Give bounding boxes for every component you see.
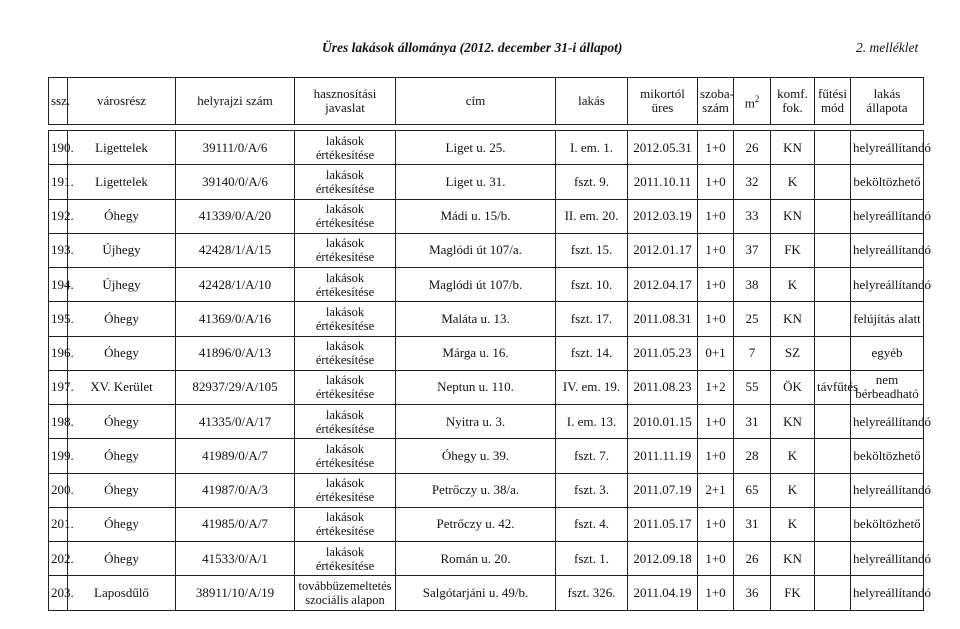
cell-since: 2012.03.19 [628,199,698,233]
cell-heating: távfűtés [815,370,851,404]
cell-apartment: fszt. 326. [556,576,628,610]
cell-apartment: I. em. 13. [556,405,628,439]
cell-district: Óhegy [68,405,176,439]
cell-area: 7 [734,336,771,370]
cell-ssz: 197. [49,370,68,404]
table-row [49,302,924,336]
cell-ssz: 195. [49,302,68,336]
cell-area: 55 [734,370,771,404]
cell-address: Salgótarjáni u. 49/b. [396,576,556,610]
table-row [49,439,924,473]
cell-comfort: FK [771,576,815,610]
cell-rooms: 1+0 [698,405,734,439]
cell-lot: 41369/0/A/16 [176,302,295,336]
cell-apartment: fszt. 17. [556,302,628,336]
cell-district: Újhegy [68,233,176,267]
col-address: cím [396,78,556,125]
cell-condition: felújítás alatt [851,302,924,336]
col-apartment: lakás [556,78,628,125]
col-ssz: ssz. [49,78,68,125]
col-since: mikortól üres [628,78,698,125]
cell-comfort: K [771,268,815,302]
cell-condition: beköltözhető [851,507,924,541]
table-row [49,507,924,541]
cell-comfort: SZ [771,336,815,370]
cell-proposal: lakások értékesítése [295,268,396,302]
cell-rooms: 1+0 [698,233,734,267]
cell-district: Óhegy [68,542,176,576]
cell-condition: helyreállítandó [851,542,924,576]
cell-since: 2011.05.17 [628,507,698,541]
cell-lot: 41985/0/A/7 [176,507,295,541]
cell-proposal: lakások értékesítése [295,233,396,267]
col-heating: fűtési mód [815,78,851,125]
cell-condition: helyreállítandó [851,268,924,302]
cell-lot: 42428/1/A/15 [176,233,295,267]
cell-since: 2011.10.11 [628,165,698,199]
cell-heating [815,268,851,302]
cell-since: 2010.01.15 [628,405,698,439]
cell-since: 2011.08.23 [628,370,698,404]
cell-lot: 41335/0/A/17 [176,405,295,439]
cell-heating [815,199,851,233]
cell-district: Óhegy [68,302,176,336]
table-row [49,473,924,507]
cell-rooms: 1+0 [698,302,734,336]
cell-heating [815,507,851,541]
cell-address: Nyitra u. 3. [396,405,556,439]
cell-apartment: fszt. 3. [556,473,628,507]
cell-since: 2012.09.18 [628,542,698,576]
cell-apartment: fszt. 4. [556,507,628,541]
cell-area: 65 [734,473,771,507]
cell-proposal: lakások értékesítése [295,165,396,199]
cell-ssz: 203. [49,576,68,610]
cell-proposal: lakások értékesítése [295,473,396,507]
cell-district: Ligettelek [68,131,176,165]
cell-address: Maglódi út 107/a. [396,233,556,267]
cell-condition: nem bérbeadható [851,370,924,404]
cell-rooms: 1+0 [698,165,734,199]
cell-ssz: 191. [49,165,68,199]
table-row [49,542,924,576]
cell-comfort: K [771,165,815,199]
cell-heating [815,576,851,610]
cell-area: 26 [734,542,771,576]
cell-proposal: továbbüzemeltetés szociális alapon [295,576,396,610]
cell-area: 36 [734,576,771,610]
cell-condition: egyéb [851,336,924,370]
cell-condition: helyreállítandó [851,473,924,507]
cell-since: 2011.11.19 [628,439,698,473]
cell-apartment: fszt. 15. [556,233,628,267]
col-comfort: komf. fok. [771,78,815,125]
cell-district: Óhegy [68,473,176,507]
table-body [49,131,931,611]
cell-address: Neptun u. 110. [396,370,556,404]
cell-apartment: IV. em. 19. [556,370,628,404]
cell-heating [815,439,851,473]
cell-ssz: 193. [49,233,68,267]
cell-lot: 38911/10/A/19 [176,576,295,610]
cell-proposal: lakások értékesítése [295,507,396,541]
cell-heating [815,131,851,165]
cell-area: 37 [734,233,771,267]
cell-area: 31 [734,507,771,541]
cell-condition: helyreállítandó [851,576,924,610]
cell-heating [815,302,851,336]
cell-comfort: ÖK [771,370,815,404]
cell-heating [815,165,851,199]
document-title: Üres lakások állománya (2012. december 31-i állapot) [322,40,623,55]
annex-label: 2. melléklet [856,40,919,55]
col-rooms: szoba-szám [698,78,734,125]
table-row [49,268,924,302]
cell-ssz: 196. [49,336,68,370]
cell-district: Laposdűlő [68,576,176,610]
cell-address: Mádi u. 15/b. [396,199,556,233]
cell-proposal: lakások értékesítése [295,542,396,576]
cell-apartment: fszt. 7. [556,439,628,473]
cell-since: 2011.05.23 [628,336,698,370]
cell-rooms: 0+1 [698,336,734,370]
cell-condition: beköltözhető [851,165,924,199]
cell-ssz: 201. [49,507,68,541]
cell-condition: beköltözhető [851,439,924,473]
cell-heating [815,233,851,267]
cell-rooms: 1+0 [698,268,734,302]
cell-district: Ligettelek [68,165,176,199]
cell-comfort: KN [771,302,815,336]
cell-district: Óhegy [68,199,176,233]
cell-area: 32 [734,165,771,199]
cell-comfort: KN [771,131,815,165]
vacant-apartments-table [48,77,931,611]
cell-rooms: 1+0 [698,131,734,165]
cell-heating [815,473,851,507]
cell-district: Óhegy [68,439,176,473]
cell-area: 31 [734,405,771,439]
col-area [734,78,771,125]
cell-address: Óhegy u. 39. [396,439,556,473]
cell-proposal: lakások értékesítése [295,370,396,404]
cell-ssz: 198. [49,405,68,439]
cell-ssz: 190. [49,131,68,165]
cell-comfort: KN [771,405,815,439]
cell-address: Liget u. 31. [396,165,556,199]
cell-since: 2012.05.31 [628,131,698,165]
cell-proposal: lakások értékesítése [295,131,396,165]
table-row [49,199,924,233]
cell-since: 2012.04.17 [628,268,698,302]
table-row [49,165,924,199]
cell-district: Újhegy [68,268,176,302]
cell-lot: 41896/0/A/13 [176,336,295,370]
cell-comfort: KN [771,542,815,576]
cell-since: 2011.04.19 [628,576,698,610]
cell-rooms: 1+0 [698,576,734,610]
cell-rooms: 1+2 [698,370,734,404]
cell-condition: helyreállítandó [851,405,924,439]
cell-address: Petrőczy u. 42. [396,507,556,541]
cell-rooms: 1+0 [698,199,734,233]
cell-address: Maláta u. 13. [396,302,556,336]
cell-comfort: K [771,473,815,507]
cell-lot: 41987/0/A/3 [176,473,295,507]
col-proposal: hasznosítási javaslat [295,78,396,125]
cell-since: 2011.08.31 [628,302,698,336]
col-district: városrész [68,78,176,125]
cell-proposal: lakások értékesítése [295,405,396,439]
cell-district: XV. Kerület [68,370,176,404]
cell-address: Liget u. 25. [396,131,556,165]
cell-condition: helyreállítandó [851,233,924,267]
cell-lot: 42428/1/A/10 [176,268,295,302]
cell-ssz: 199. [49,439,68,473]
cell-area: 33 [734,199,771,233]
cell-apartment: I. em. 1. [556,131,628,165]
cell-area: 25 [734,302,771,336]
cell-district: Óhegy [68,507,176,541]
cell-rooms: 2+1 [698,473,734,507]
table-row [49,370,924,404]
table-row [49,576,924,610]
cell-comfort: FK [771,233,815,267]
cell-address: Maglódi út 107/b. [396,268,556,302]
cell-ssz: 202. [49,542,68,576]
col-area-sup: 2 [754,93,760,104]
cell-heating [815,405,851,439]
cell-proposal: lakások értékesítése [295,336,396,370]
cell-lot: 39140/0/A/6 [176,165,295,199]
cell-address: Márga u. 16. [396,336,556,370]
col-condition: lakás állapota [851,78,924,125]
cell-proposal: lakások értékesítése [295,439,396,473]
cell-address: Petrőczy u. 38/a. [396,473,556,507]
col-lot: helyrajzi szám [176,78,295,125]
cell-lot: 41533/0/A/1 [176,542,295,576]
cell-ssz: 194. [49,268,68,302]
cell-since: 2012.01.17 [628,233,698,267]
cell-area: 38 [734,268,771,302]
table-row [49,336,924,370]
cell-lot: 41989/0/A/7 [176,439,295,473]
cell-area: 28 [734,439,771,473]
cell-apartment: fszt. 14. [556,336,628,370]
cell-rooms: 1+0 [698,439,734,473]
cell-area: 26 [734,131,771,165]
header-row [49,78,924,125]
cell-comfort: KN [771,199,815,233]
cell-proposal: lakások értékesítése [295,302,396,336]
cell-address: Román u. 20. [396,542,556,576]
cell-rooms: 1+0 [698,542,734,576]
cell-ssz: 192. [49,199,68,233]
cell-rooms: 1+0 [698,507,734,541]
cell-heating [815,542,851,576]
table-row [49,405,924,439]
cell-district: Óhegy [68,336,176,370]
cell-comfort: K [771,439,815,473]
col-area-label: m [744,95,755,111]
cell-apartment: fszt. 9. [556,165,628,199]
cell-heating [815,336,851,370]
cell-lot: 39111/0/A/6 [176,131,295,165]
cell-apartment: II. em. 20. [556,199,628,233]
cell-ssz: 200. [49,473,68,507]
table-row [49,233,924,267]
cell-lot: 41339/0/A/20 [176,199,295,233]
table-row [49,131,924,165]
cell-apartment: fszt. 1. [556,542,628,576]
cell-condition: helyreállítandó [851,131,924,165]
cell-proposal: lakások értékesítése [295,199,396,233]
cell-since: 2011.07.19 [628,473,698,507]
cell-condition: helyreállítandó [851,199,924,233]
cell-lot: 82937/29/A/105 [176,370,295,404]
cell-apartment: fszt. 10. [556,268,628,302]
cell-comfort: K [771,507,815,541]
